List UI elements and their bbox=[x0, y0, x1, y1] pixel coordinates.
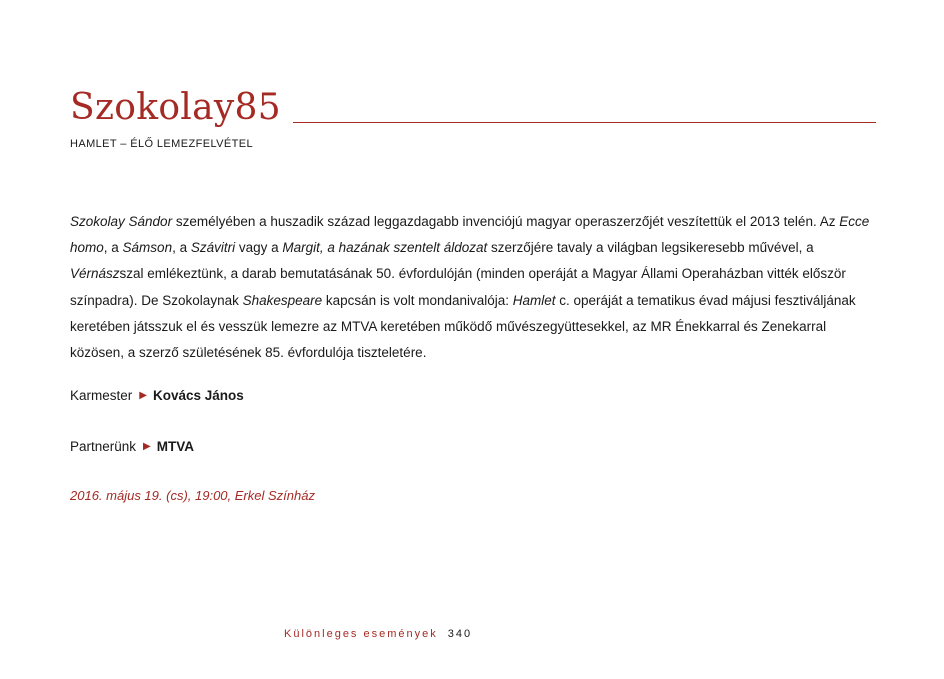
page-subtitle: HAMLET – ÉLŐ LEMEZFELVÉTEL bbox=[70, 138, 253, 150]
body-run: , a bbox=[103, 240, 123, 256]
page-number: 340 bbox=[447, 628, 473, 640]
body-run: Sámson bbox=[122, 240, 173, 256]
body-run: Szokolay Sándor bbox=[70, 214, 173, 229]
event-date: 2016. május 19. (cs), 19:00, Erkel Színház bbox=[70, 488, 315, 503]
title-row bbox=[70, 87, 876, 128]
footer bbox=[284, 628, 472, 640]
body-run: szal emlékeztünk, a darab bemutatásának 50. évfordulóján (minden operáját a Magyar Állami Operaházban vitték először színpadra). De Szokolaynak bbox=[70, 266, 846, 308]
conductor-value: Kovács János bbox=[152, 388, 244, 403]
body-run: , a bbox=[172, 240, 191, 256]
body-run: c. operáját a tematikus évad májusi fesztiváljának keretében játsszuk el és vesszük lemezre az MTVA keretében működő művészegyüttesekkel, az MR Énekkarral és Zenekarral közösen, a szerző születésének 85. évfordulója tiszteletére. bbox=[70, 292, 856, 361]
body-run: Vérnász bbox=[70, 266, 120, 282]
triangle-right-icon: ▶ bbox=[139, 390, 147, 401]
body-run: szerzőjére tavaly a világban legsikeresebb művével, a bbox=[487, 240, 814, 256]
page-title: Szokolay85 bbox=[70, 87, 281, 128]
footer-section: Különleges események bbox=[284, 628, 438, 640]
body-run: kapcsán is volt mondanivalója: bbox=[322, 292, 513, 308]
body-run: vagy a bbox=[235, 240, 283, 256]
body-paragraph bbox=[70, 209, 878, 366]
conductor-line bbox=[70, 388, 244, 403]
partner-value: MTVA bbox=[156, 439, 194, 454]
partner-label: Partnerünk bbox=[70, 439, 137, 454]
title-rule bbox=[293, 122, 876, 123]
body-run: Shakespeare bbox=[242, 292, 323, 308]
partner-line bbox=[70, 439, 194, 454]
body-run: Szávitri bbox=[190, 240, 236, 256]
body-run: személyében a huszadik század leggazdagabb invenciójú magyar operaszerzőjét veszítettük el 2013 telén. Az bbox=[172, 214, 840, 229]
body-run: Margit, a hazának szentelt áldozat bbox=[282, 240, 488, 256]
conductor-label: Karmester bbox=[70, 388, 133, 403]
triangle-right-icon: ▶ bbox=[143, 441, 151, 452]
body-run: Ecce homo bbox=[70, 214, 870, 256]
body-run: Hamlet bbox=[512, 292, 556, 308]
